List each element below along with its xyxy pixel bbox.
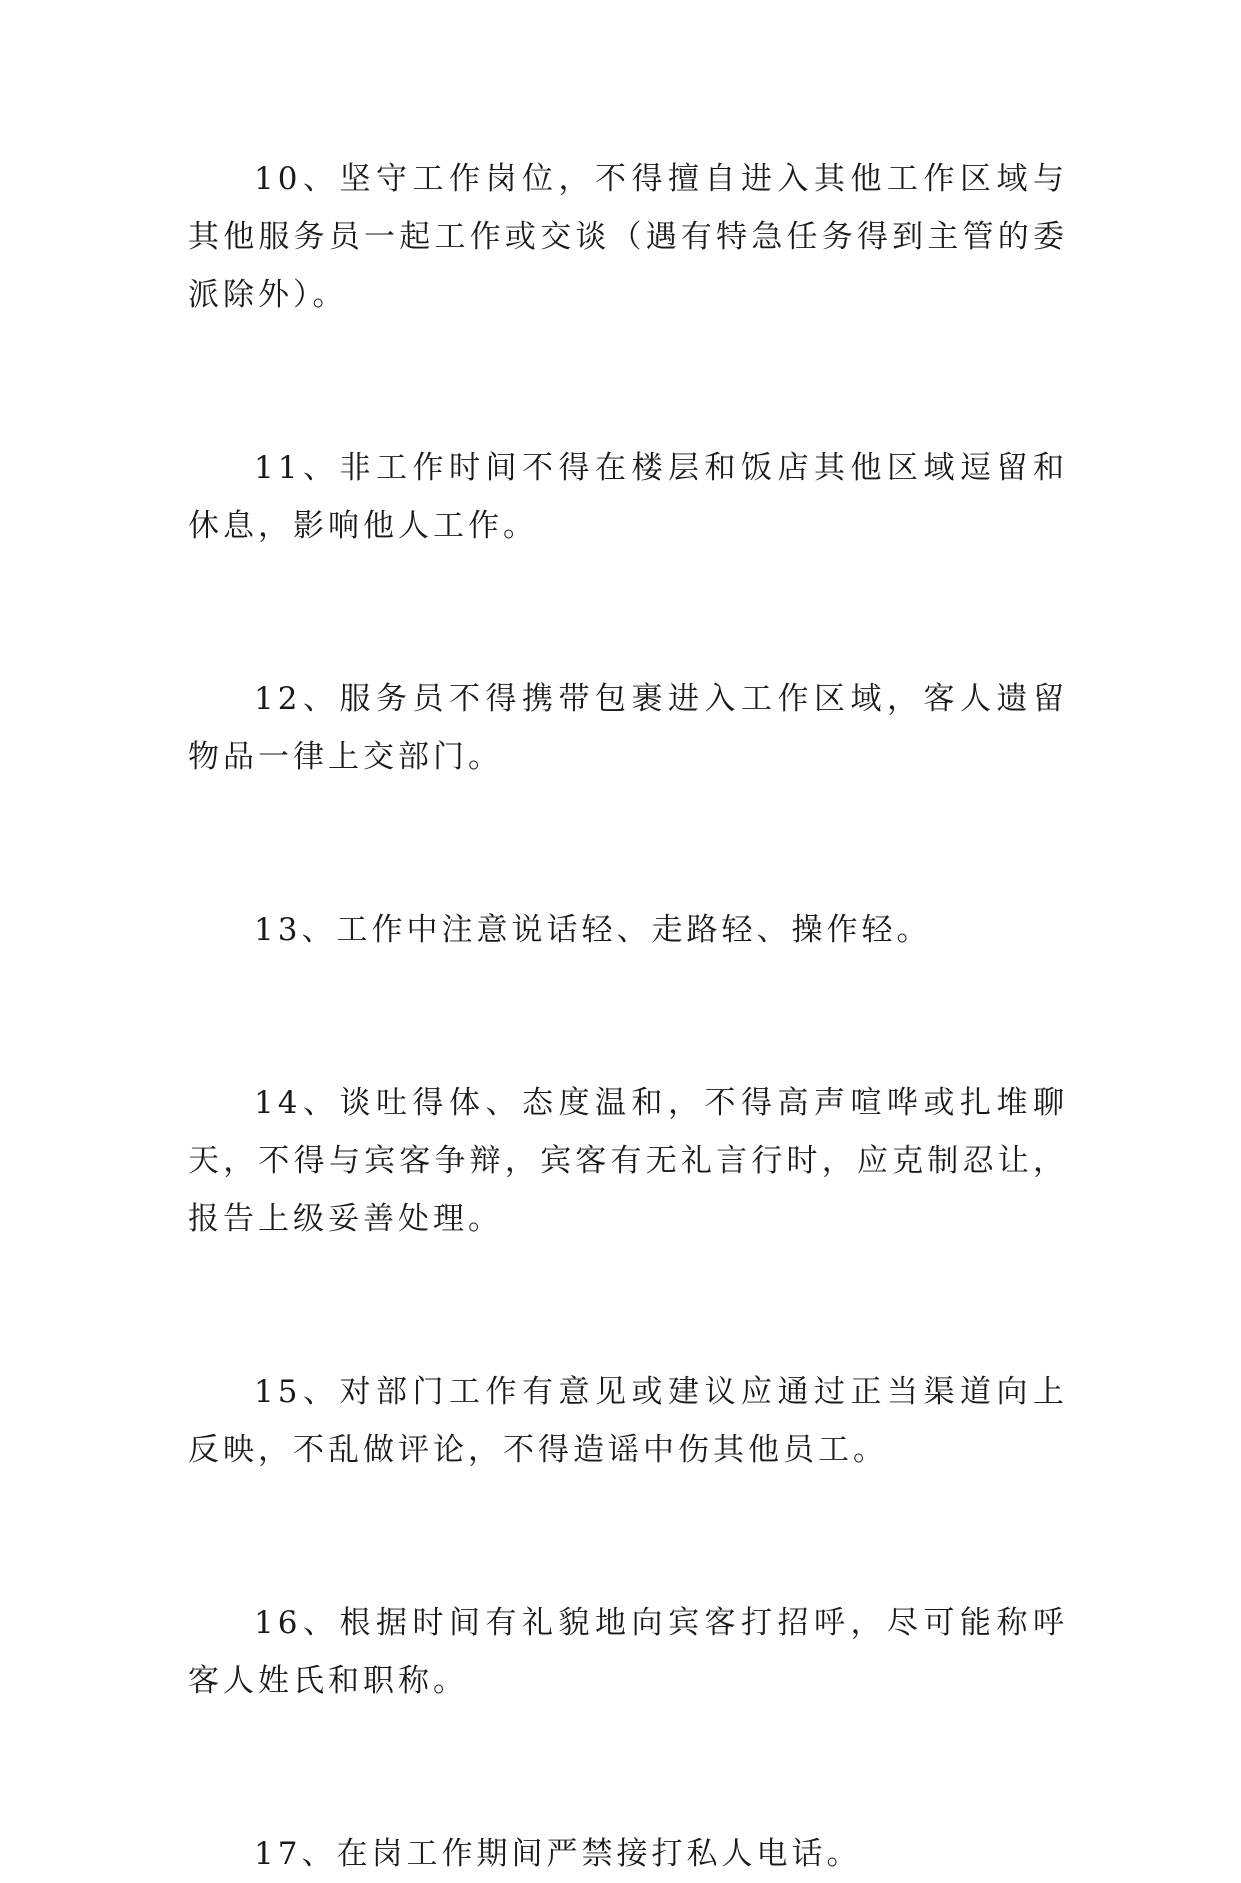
paragraph-12: 12、服务员不得携带包裹进入工作区域，客人遗留物品一律上交部门。	[188, 681, 1068, 775]
paragraph-17: 17、在岗工作期间严禁接打私人电话。	[254, 1836, 862, 1872]
paragraph-13: 13、工作中注意说话轻、走路轻、操作轻。	[254, 912, 932, 948]
paragraph-11: 11、非工作时间不得在楼层和饭店其他区域逗留和休息，影响他人工作。	[188, 450, 1068, 544]
paragraph-16: 16、根据时间有礼貌地向宾客打招呼，尽可能称呼客人姓氏和职称。	[188, 1605, 1068, 1699]
paragraph-15: 15、对部门工作有意见或建议应通过正当渠道向上反映，不乱做评论，不得造谣中伤其他员工。	[188, 1374, 1068, 1468]
document-body	[188, 150, 1068, 1883]
paragraph-10: 10、坚守工作岗位，不得擅自进入其他工作区域与其他服务员一起工作或交谈（遇有特急任务得到主管的委派除外）。	[188, 161, 1068, 313]
paragraph-14: 14、谈吐得体、态度温和，不得高声喧哗或扎堆聊天，不得与宾客争辩，宾客有无礼言行时，应克制忍让，报告上级妥善处理。	[188, 1085, 1068, 1237]
